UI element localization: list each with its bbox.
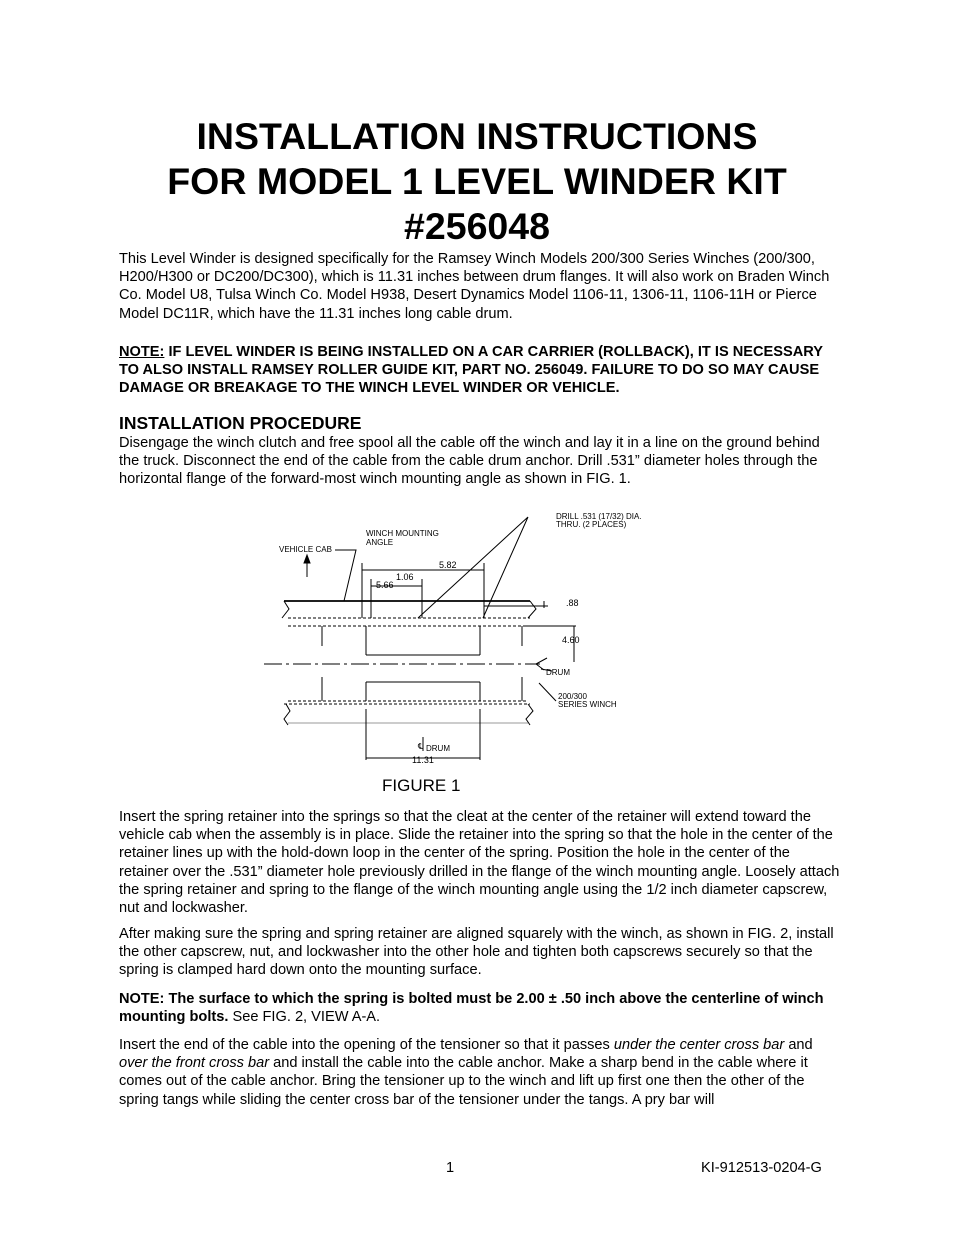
- warning-note-text: IF LEVEL WINDER IS BEING INSTALLED ON A CAR CARRIER (ROLLBACK), IT IS NECESSARY TO ALSO INSTALL RAMSEY ROLLER GUIDE KIT, PART NO. 256049. FAILURE TO DO SO MAY CAUSE DAMAGE OR BREAKAGE TO THE WINCH LEVEL WINDER OR VEHICLE.: [119, 344, 823, 397]
- centerline-symbol: ℄: [418, 742, 424, 751]
- figure-1-diagram: [258, 505, 668, 775]
- figure-caption: FIGURE 1: [382, 776, 461, 795]
- title-line-2: FOR MODEL 1 LEVEL WINDER KIT: [167, 160, 787, 202]
- label-winch-mounting-2: ANGLE: [366, 538, 394, 547]
- paragraph-surface-note: [119, 990, 841, 1026]
- title-line-3: #256048: [404, 205, 550, 247]
- paragraph-spring-retainer: Insert the spring retainer into the springs so that the cleat at the center of the retainer will extend toward the vehicle cab when the assembly is in place. Slide the retainer into the spring so that the hole in the center of the retainer lines up with the hold-down loop in the center of the spring. Position the hole in the center of the retainer over the .531” diameter hole previously drilled in the flange of the winch mounting angle. Loosely attach the spring retainer and spring to the flange of the winch mounting angle using the 1/2 inch diameter capscrew, nut and lockwasher.: [119, 809, 840, 917]
- title-line-1: INSTALLATION INSTRUCTIONS: [196, 115, 758, 157]
- document-title: [0, 114, 954, 249]
- label-series-1: 200/300: [558, 692, 587, 701]
- paragraph-alignment: After making sure the spring and spring retainer are aligned squarely with the winch, as shown in FIG. 2, install the other capscrew, nut, and lockwasher into the other hole and tighten both capscrews securely so that the spring is clamped hard down onto the mounting surface.: [119, 926, 834, 979]
- label-drum-right: DRUM: [546, 668, 570, 677]
- surface-note-rest: See FIG. 2, VIEW A-A.: [228, 1009, 381, 1026]
- cable-text-b: and: [784, 1037, 813, 1053]
- label-vehicle-cab: VEHICLE CAB: [279, 545, 332, 554]
- label-drum-bottom: DRUM: [426, 744, 450, 753]
- dim-106: 1.06: [396, 572, 414, 582]
- warning-note: [119, 343, 841, 398]
- paragraph-cable: [119, 1036, 841, 1109]
- dim-1131: 11.31: [412, 755, 434, 765]
- intro-paragraph: This Level Winder is designed specifically for the Ramsey Winch Models 200/300 Series Winches (200/300, H200/H300 or DC200/DC300), which is 11.31 inches between drum flanges. It will also work on Braden Winch Co. Model U8, Tulsa Winch Co. Model H938, Desert Dynamics Model 1106-11, 1306-11, 1106-11H or Pierce Model DC11R, which have the 11.31 inches long cable drum.: [119, 251, 830, 322]
- surface-note-bold: NOTE: The surface to which the spring is bolted must be 2.00 ± .50 inch above the centerline of winch mounting bolts.: [119, 991, 824, 1026]
- page-number: 1: [446, 1160, 455, 1176]
- dim-88: .88: [566, 598, 579, 608]
- dim-566: 5.66: [376, 580, 394, 590]
- label-series-2: SERIES WINCH: [558, 700, 617, 709]
- dim-460: 4.60: [562, 635, 580, 645]
- cable-text-italic-1: under the center cross bar: [613, 1037, 785, 1053]
- warning-note-label: NOTE:: [119, 344, 165, 360]
- label-drill-1: DRILL .531 (17/32) DIA.: [556, 512, 642, 521]
- procedure-paragraph: Disengage the winch clutch and free spool all the cable off the winch and lay it in a line on the ground behind the truck. Disconnect the end of the cable from the cable drum anchor. Drill .531” diameter holes through the horizontal flange of the forward-most winch mounting angle as shown in FIG. 1.: [119, 435, 820, 488]
- label-drill-2: THRU. (2 PLACES): [556, 520, 627, 529]
- procedure-heading: INSTALLATION PROCEDURE: [119, 413, 362, 433]
- cable-text-a: Insert the end of the cable into the opening of the tensioner so that it passes: [119, 1037, 614, 1053]
- document-number: KI-912513-0204-G: [701, 1160, 822, 1176]
- dim-582: 5.82: [439, 560, 457, 570]
- cable-text-c: and install the cable into the cable anchor. Make a sharp bend in the cable where it comes out of the cable anchor. Bring the tensioner up to the winch and lift up first one then the other of the spring tangs while sliding the center cross bar of the tensioner under the tangs. A pry bar will: [119, 1055, 808, 1108]
- label-winch-mounting-1: WINCH MOUNTING: [366, 529, 439, 538]
- cable-text-italic-2: over the front cross bar: [119, 1055, 270, 1072]
